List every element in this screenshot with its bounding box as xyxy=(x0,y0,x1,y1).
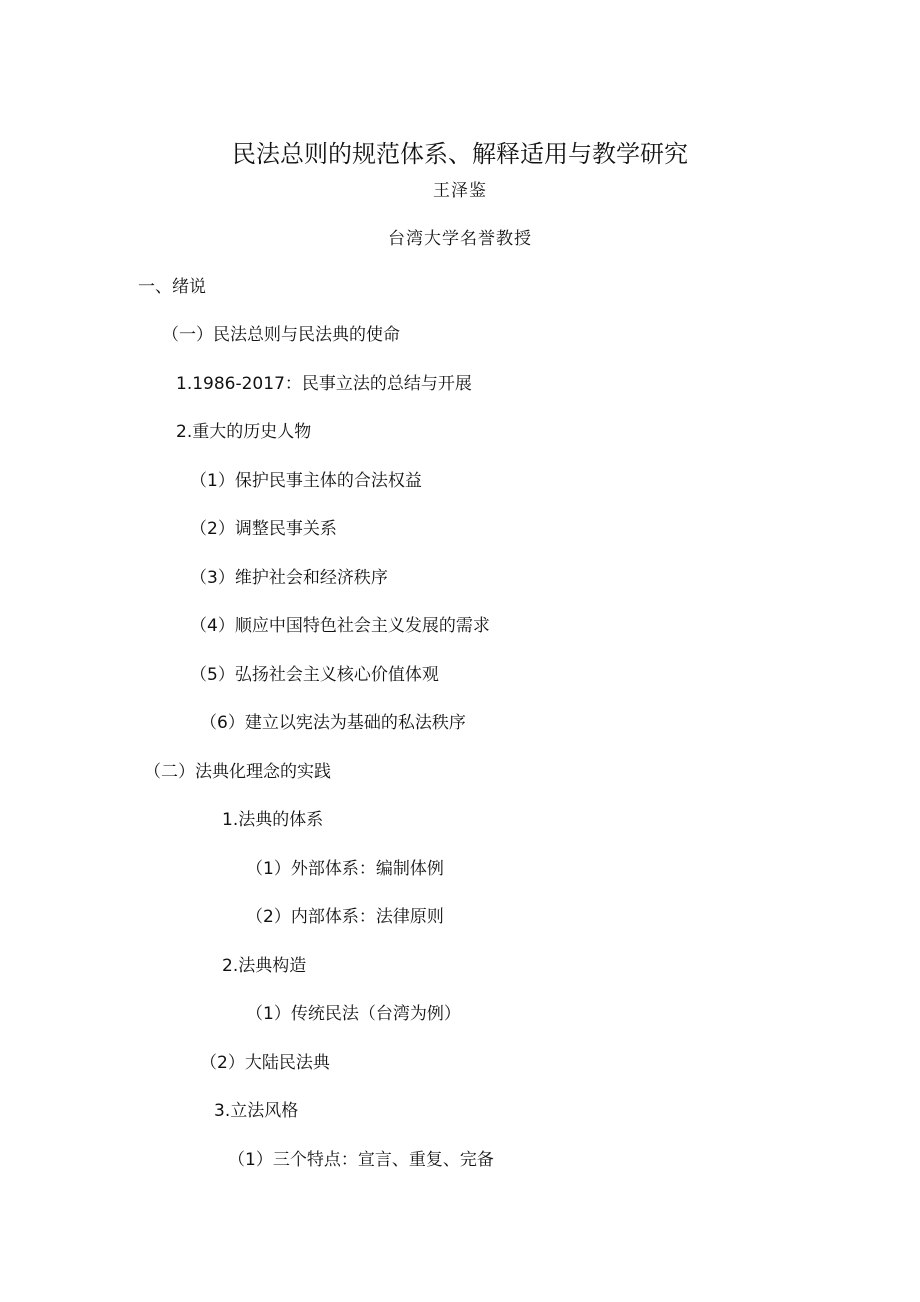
outline-item: 3.立法风格 xyxy=(214,1101,299,1121)
document-title: 民法总则的规范体系、解释适用与教学研究 xyxy=(232,140,688,169)
outline-item: 2.重大的历史人物 xyxy=(176,422,312,442)
author-affiliation: 台湾大学名誉教授 xyxy=(388,229,532,249)
outline-subitem: （1）保护民事主体的合法权益 xyxy=(190,471,422,491)
subsection-heading: （一）民法总则与民法典的使命 xyxy=(162,325,400,345)
section-heading: 一、绪说 xyxy=(138,277,206,297)
outline-subitem: （2）内部体系：法律原则 xyxy=(246,907,444,927)
outline-subitem: （1）传统民法（台湾为例） xyxy=(246,1004,461,1024)
outline-subitem: （5）弘扬社会主义核心价值体观 xyxy=(190,665,439,685)
outline-subitem: （1）三个特点：宣言、重复、完备 xyxy=(228,1150,494,1170)
author-name: 王泽鉴 xyxy=(433,181,487,201)
outline-subitem: （4）顺应中国特色社会主义发展的需求 xyxy=(190,616,490,636)
outline-subitem: （3）维护社会和经济秩序 xyxy=(190,568,388,588)
subsection-heading: （二）法典化理念的实践 xyxy=(144,762,331,782)
outline-item: 1.1986-2017：民事立法的总结与开展 xyxy=(176,374,472,394)
outline-subitem: （1）外部体系：编制体例 xyxy=(246,859,444,879)
outline-subitem: （6）建立以宪法为基础的私法秩序 xyxy=(200,713,466,733)
outline-subitem: （2）调整民事关系 xyxy=(190,519,337,539)
outline-item: 1.法典的体系 xyxy=(222,810,324,830)
outline-item: 2.法典构造 xyxy=(222,956,307,976)
outline-subitem: （2）大陆民法典 xyxy=(200,1053,330,1073)
